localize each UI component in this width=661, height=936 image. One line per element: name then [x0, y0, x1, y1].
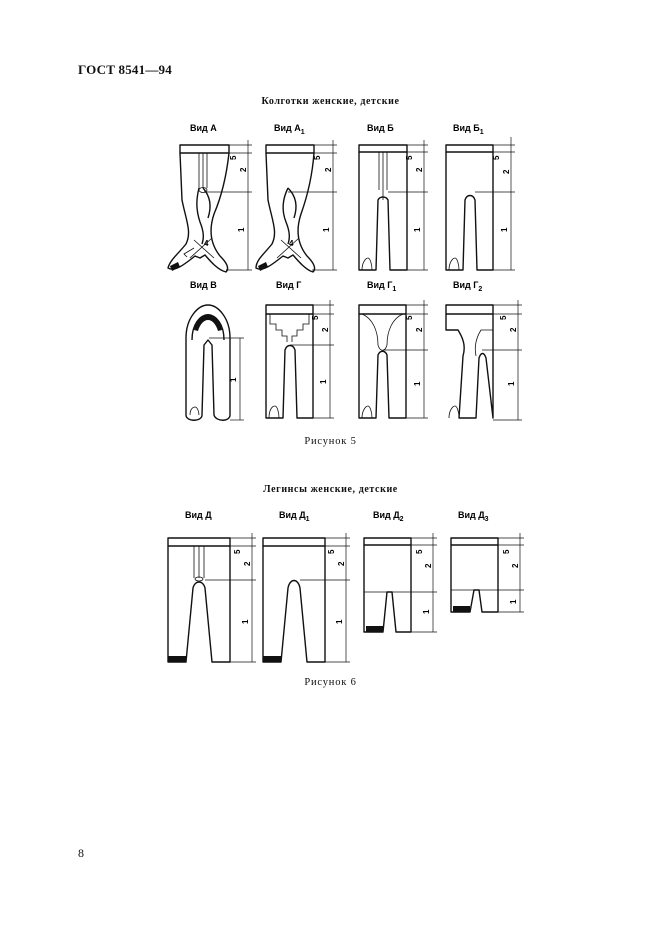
drawing-view-b	[359, 145, 407, 270]
svg-text:1: 1	[500, 227, 509, 232]
svg-text:5: 5	[229, 155, 238, 160]
view-label-g2: Вид $Г_2$	[453, 280, 483, 293]
svg-text:2: 2	[424, 563, 433, 568]
svg-text:5: 5	[405, 315, 414, 320]
svg-text:5: 5	[415, 549, 424, 554]
svg-text:5: 5	[313, 155, 322, 160]
svg-text:1: 1	[507, 381, 516, 386]
svg-text:5: 5	[492, 155, 501, 160]
svg-text:1: 1	[241, 619, 250, 624]
svg-text:2: 2	[415, 327, 424, 332]
figure5-title: Колготки женские, детские	[261, 96, 400, 107]
view-label-v: Вид В	[190, 280, 217, 290]
drawing-view-d	[168, 538, 230, 662]
svg-text:5: 5	[502, 549, 511, 554]
svg-text:1: 1	[413, 381, 422, 386]
view-label-b: Вид Б	[367, 123, 394, 133]
svg-text:1: 1	[422, 609, 431, 614]
drawing-view-d2	[364, 538, 411, 632]
svg-text:2: 2	[321, 327, 330, 332]
view-label-b1: Вид $Б_1$	[453, 123, 484, 136]
svg-text:2: 2	[243, 561, 252, 566]
drawing-view-g	[266, 305, 313, 418]
svg-text:2: 2	[337, 561, 346, 566]
view-label-a: Вид А	[190, 123, 217, 133]
svg-text:2: 2	[239, 167, 248, 172]
svg-text:5: 5	[327, 549, 336, 554]
dimension-lines-fig5	[204, 137, 522, 420]
svg-text:4: 4	[289, 239, 294, 248]
figure6-caption: Рисунок 6	[304, 677, 357, 688]
drawing-view-d3	[451, 538, 498, 612]
svg-text:5: 5	[405, 155, 414, 160]
drawing-view-a	[168, 145, 229, 272]
svg-text:1: 1	[322, 227, 331, 232]
svg-text:2: 2	[502, 169, 511, 174]
svg-text:1: 1	[413, 227, 422, 232]
svg-text:1: 1	[509, 599, 518, 604]
svg-text:4: 4	[204, 239, 209, 248]
svg-text:2: 2	[509, 327, 518, 332]
svg-text:5: 5	[499, 315, 508, 320]
svg-text:2: 2	[511, 563, 520, 568]
drawing-view-g2	[446, 305, 493, 418]
view-label-g1: Вид $Г_1$	[367, 280, 397, 293]
svg-text:1: 1	[335, 619, 344, 624]
view-label-d1: Вид $Д_1$	[279, 510, 310, 523]
svg-text:1: 1	[237, 227, 246, 232]
svg-text:1: 1	[229, 377, 238, 382]
figure6-title: Легинсы женские, детские	[263, 484, 398, 495]
view-label-d3: Вид $Д_3$	[458, 510, 489, 523]
drawing-view-b1	[446, 145, 493, 270]
figure5-caption: Рисунок 5	[304, 436, 357, 447]
svg-text:2: 2	[324, 167, 333, 172]
drawing-view-a1	[256, 145, 315, 272]
svg-text:2: 2	[415, 167, 424, 172]
svg-text:5: 5	[233, 549, 242, 554]
view-label-d2: Вид $Д_2$	[373, 510, 404, 523]
document-header: ГОСТ 8541—94	[78, 62, 172, 77]
drawing-view-g1	[359, 305, 406, 418]
svg-text:5: 5	[311, 315, 320, 320]
drawing-view-v	[186, 305, 230, 420]
view-label-a1: Вид $А_1$	[274, 123, 305, 136]
drawing-view-d1	[263, 538, 325, 662]
view-label-d: Вид Д	[185, 510, 212, 520]
page-number: 8	[78, 846, 84, 860]
view-label-g: Вид Г	[276, 280, 302, 290]
svg-text:1: 1	[319, 379, 328, 384]
